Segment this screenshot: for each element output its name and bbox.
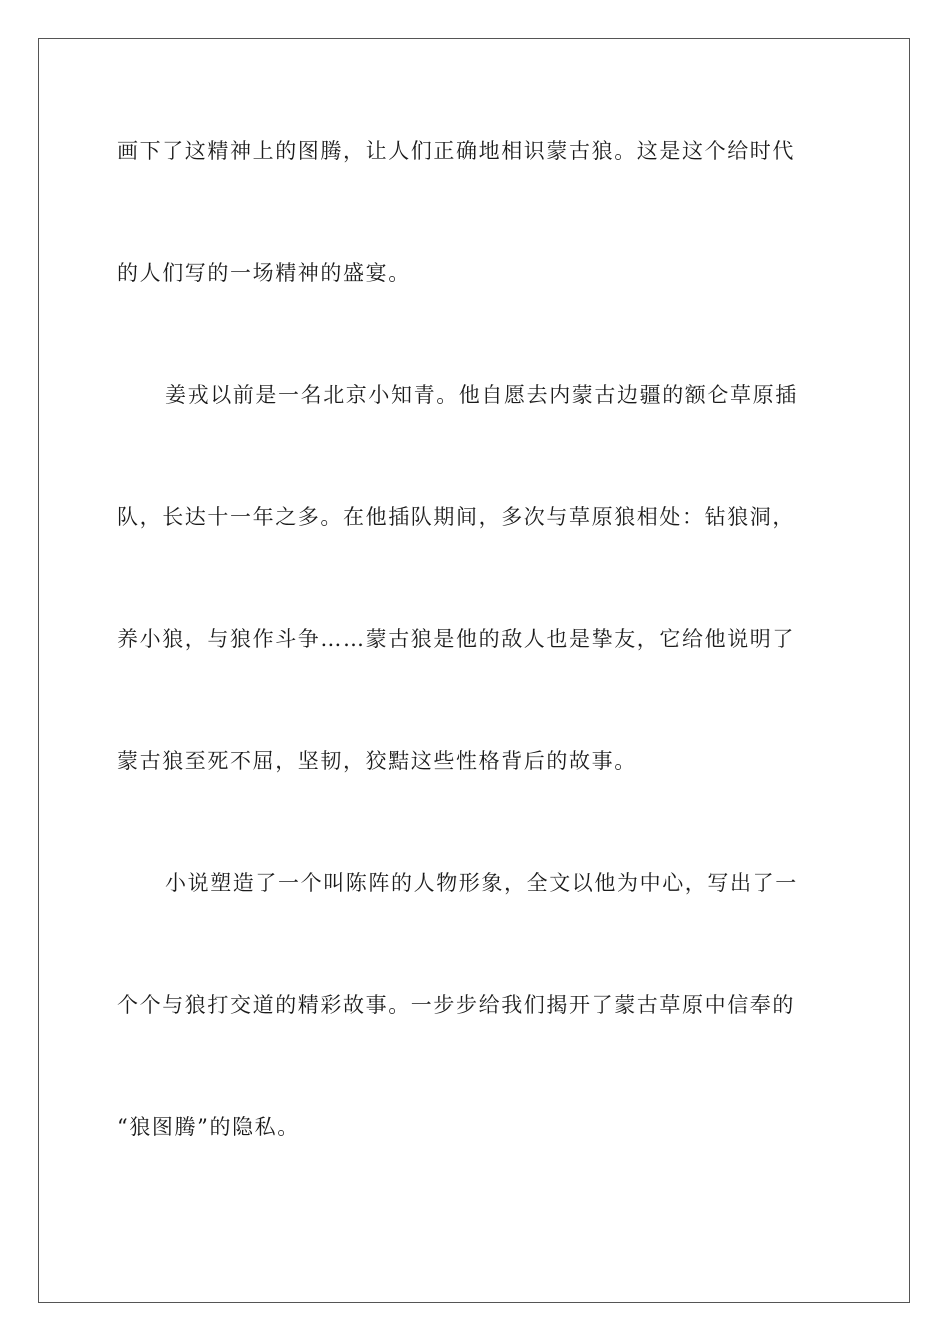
paragraph-line: “狼图腾”的隐私。 [117, 1115, 300, 1139]
paragraph-line: 的人们写的一场精神的盛宴。 [117, 261, 411, 285]
paragraph-line: 蒙古狼至死不屈，坚韧，狡黠这些性格背后的故事。 [117, 749, 637, 773]
paragraph-line: 画下了这精神上的图腾，让人们正确地相识蒙古狼。这是这个给时代 [117, 139, 795, 163]
paragraph-line: 姜戎以前是一名北京小知青。他自愿去内蒙古边疆的额仑草原插 [165, 383, 798, 407]
paragraph-line: 养小狼，与狼作斗争……蒙古狼是他的敌人也是挚友，它给他说明了 [117, 627, 795, 651]
paragraph-line: 队，长达十一年之多。在他插队期间，多次与草原狼相处：钻狼洞， [117, 505, 795, 529]
paragraph-line: 个个与狼打交道的精彩故事。一步步给我们揭开了蒙古草原中信奉的 [117, 993, 795, 1017]
paragraph-line: 小说塑造了一个叫陈阵的人物形象，全文以他为中心，写出了一 [165, 871, 798, 895]
